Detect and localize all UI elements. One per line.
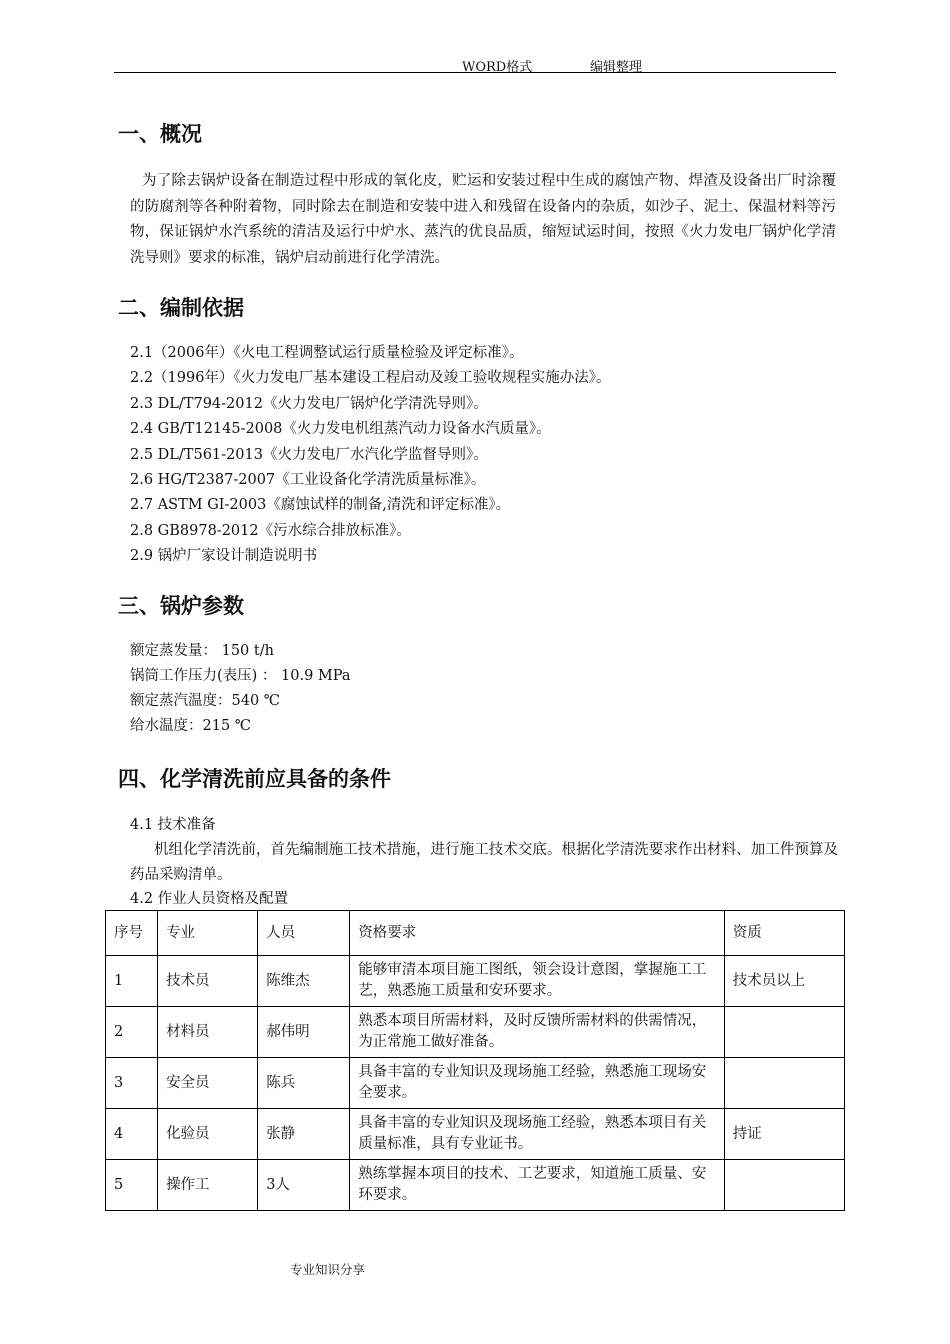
list-item: 2.2（1996年）《火力发电厂基本建设工程启动及竣工验收规程实施办法》。: [130, 370, 611, 387]
header-edit-label: 编辑整理: [590, 60, 643, 75]
table-cell: 熟练掌握本项目的技术、工艺要求，知道施工质量、安环要求。: [350, 1160, 725, 1211]
table-cell: [724, 1007, 844, 1058]
page-footer: 专业知识分享: [290, 1262, 366, 1277]
list-item: 给水温度：215 ℃: [130, 718, 252, 734]
table-cell: 郝伟明: [258, 1007, 350, 1058]
table-cell: 2: [106, 1007, 158, 1058]
table-row: [106, 1058, 845, 1109]
table-cell: 张静: [258, 1109, 350, 1160]
table-cell: 具备丰富的专业知识及现场施工经验，熟悉施工现场安全要求。: [350, 1058, 725, 1109]
section-title-conditions: 四、化学清洗前应具备的条件: [118, 767, 391, 791]
table-header-cell: 序号: [106, 911, 158, 956]
list-item: 2.1（2006年）《火电工程调整试运行质量检验及评定标准》。: [130, 345, 524, 361]
table-cell: [724, 1058, 844, 1109]
technical-prep-paragraph: 机组化学清洗前，首先编制施工技术措施，进行施工技术交底。根据化学清洗要求作出材料、加工件预算及药品采购清单。: [130, 842, 838, 883]
table-cell: 能够审清本项目施工图纸，领会设计意图，掌握施工工艺，熟悉施工质量和安环要求。: [350, 956, 725, 1007]
header-format-label: WORD格式: [462, 60, 533, 75]
list-item: 2.5 DL/T561-2013《火力发电厂水汽化学监督导则》。: [130, 446, 488, 463]
table-row: [106, 1109, 845, 1160]
list-item: 2.6 HG/T2387-2007《工业设备化学清洗质量标准》。: [130, 472, 486, 489]
subheading-technical-prep: 4.1 技术准备: [130, 817, 216, 833]
subheading-staff: 4.2 作业人员资格及配置: [130, 891, 289, 907]
section-title-basis: 二、编制依据: [118, 296, 244, 320]
table-cell: 4: [106, 1109, 158, 1160]
list-item: 2.4 GB/T12145-2008《火力发电机组蒸汽动力设备水汽质量》。: [130, 421, 551, 438]
table-header-cell: 专业: [158, 911, 258, 956]
table-header-cell: 资质: [724, 911, 844, 956]
table-cell: 安全员: [158, 1058, 258, 1109]
params-list: [130, 639, 351, 739]
table-cell: 材料员: [158, 1007, 258, 1058]
table-row: [106, 956, 845, 1007]
table-cell: 3: [106, 1058, 158, 1109]
list-item: 2.3 DL/T794-2012《火力发电厂锅炉化学清洗导则》。: [130, 395, 488, 412]
page-header: [114, 56, 836, 73]
table-cell: 3人: [258, 1160, 350, 1211]
list-item: 2.9 锅炉厂家设计制造说明书: [130, 548, 318, 565]
table-header-row: [106, 911, 845, 956]
table-cell: 化验员: [158, 1109, 258, 1160]
table-row: [106, 1160, 845, 1211]
table-cell: 操作工: [158, 1160, 258, 1211]
table-cell: 持证: [724, 1109, 844, 1160]
basis-list: [130, 341, 610, 570]
list-item: 2.7 ASTM GI-2003《腐蚀试样的制备,清洗和评定标准》。: [130, 497, 511, 514]
list-item: 锅筒工作压力(表压) ： 10.9 MPa: [130, 668, 351, 684]
table-cell: 具备丰富的专业知识及现场施工经验，熟悉本项目有关质量标准，具有专业证书。: [350, 1109, 725, 1160]
table-cell: 技术员以上: [724, 956, 844, 1007]
table-cell: 1: [106, 956, 158, 1007]
table-cell: 5: [106, 1160, 158, 1211]
table-row: [106, 1007, 845, 1058]
table-header-cell: 人员: [258, 911, 350, 956]
list-item: 2.8 GB8978-2012《污水综合排放标准》。: [130, 522, 411, 539]
section-title-params: 三、锅炉参数: [118, 594, 244, 618]
table-cell: 陈兵: [258, 1058, 350, 1109]
table-cell: 陈维杰: [258, 956, 350, 1007]
overview-paragraph: 为了除去锅炉设备在制造过程中形成的氧化皮，贮运和安装过程中生成的腐蚀产物、焊渣及设备出厂时涂覆的防腐剂等各种附着物，同时除去在制造和安装中进入和残留在设备内的杂质，如沙子、泥土、保温材料等污物，保证锅炉水汽系统的清洁及运行中炉水、蒸汽的优良品质，缩短试运时间，按照《火力发电厂锅炉化学清洗导则》要求的标准，锅炉启动前进行化学清洗。: [130, 173, 836, 266]
table-header-cell: 资格要求: [350, 911, 725, 956]
table-cell: 熟悉本项目所需材料，及时反馈所需材料的供需情况，为正常施工做好准备。: [350, 1007, 725, 1058]
list-item: 额定蒸汽温度：540 ℃: [130, 693, 281, 709]
staff-table: [105, 910, 845, 1211]
table-cell: [724, 1160, 844, 1211]
section-title-overview: 一、概况: [118, 122, 202, 146]
table-cell: 技术员: [158, 956, 258, 1007]
list-item: 额定蒸发量： 150 t/h: [130, 643, 274, 659]
